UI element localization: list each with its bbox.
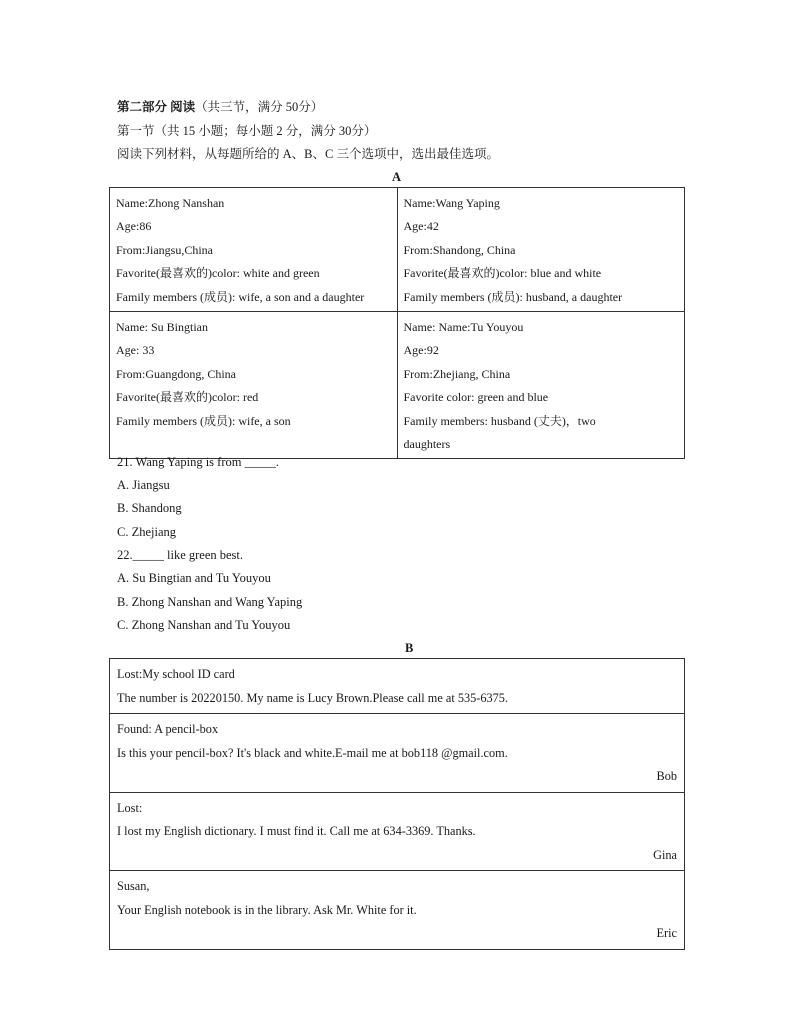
passage-b-notices — [109, 658, 685, 950]
notice-found-pencil-box — [110, 714, 684, 793]
profile-cell — [110, 188, 398, 312]
notice-signature: Gina — [653, 847, 677, 862]
cell-line: Favorite(最喜欢的)color: red — [116, 390, 259, 405]
profile-cell — [397, 188, 685, 312]
cell-line: Favorite(最喜欢的)color: blue and white — [403, 266, 602, 281]
cell-line: Family members: husband (丈夫)，two — [403, 413, 596, 428]
question-option: B. Shandong — [117, 501, 182, 515]
instruction: 阅读下列材料，从每题所给的 A、B、C 三个选项中，选出最佳选项。 — [117, 147, 499, 161]
notice-signature: Eric — [656, 926, 677, 940]
notice-lost-id-card — [110, 659, 684, 714]
notice-line: The number is 20220150. My name is Lucy Brown.Please call me at 535-6375. — [117, 690, 509, 705]
table-row — [110, 188, 685, 312]
cell-line: From:Guangdong, China — [116, 366, 236, 381]
cell-line: Age: 33 — [116, 343, 155, 358]
passage-a-label: A — [392, 170, 402, 184]
notice-line: Lost:My school ID card — [117, 667, 235, 681]
notice-lost-dictionary — [110, 793, 684, 872]
cell-line: From:Shandong, China — [403, 242, 516, 257]
notice-line: Found: A pencil-box — [117, 722, 219, 736]
cell-line: Family members (成员): wife, a son — [116, 413, 291, 428]
cell-line: Favorite color: green and blue — [403, 390, 549, 405]
profile-cell — [110, 312, 398, 459]
notice-line: Your English notebook is in the library. Ask Mr. White for it. — [117, 902, 417, 917]
cell-line: Name: Name:Tu Youyou — [403, 320, 524, 335]
cell-line: Name:Wang Yaping — [403, 196, 500, 210]
passage-a-table — [109, 187, 685, 459]
notice-signature: Bob — [656, 769, 677, 783]
section-title: 第一节（共 15 小题；每小题 2 分，满分 30分） — [117, 124, 377, 138]
notice-line: Is this your pencil-box? It's black and white.E-mail me at bob118 @gmail.com. — [117, 745, 508, 760]
table-row — [110, 312, 685, 459]
part-heading — [117, 99, 323, 115]
question-stem: 22._____ like green best. — [117, 548, 244, 562]
question-option: A. Jiangsu — [117, 478, 170, 492]
cell-line: Name:Zhong Nanshan — [116, 196, 225, 210]
question-option: B. Zhong Nanshan and Wang Yaping — [117, 595, 303, 609]
cell-line: Age:92 — [403, 343, 439, 358]
cell-line: Name: Su Bingtian — [116, 320, 208, 335]
profile-cell — [397, 312, 685, 459]
cell-line: Age:86 — [116, 219, 152, 234]
notice-line: I lost my English dictionary. I must find it. Call me at 634-3369. Thanks. — [117, 824, 476, 838]
cell-line: Favorite(最喜欢的)color: white and green — [116, 266, 320, 281]
cell-line: Age:42 — [403, 219, 439, 234]
question-option: C. Zhejiang — [117, 525, 177, 539]
part-title: 第二部分 阅读 — [117, 100, 196, 114]
passage-b-label: B — [405, 641, 414, 655]
cell-line: From:Jiangsu,China — [116, 242, 214, 257]
part-note: （共三节，满分 50分） — [195, 100, 324, 114]
cell-line: daughters — [403, 437, 451, 452]
notice-notebook — [110, 871, 684, 949]
question-option: C. Zhong Nanshan and Tu Youyou — [117, 618, 291, 632]
cell-line: Family members (成员): wife, a son and a daughter — [116, 289, 365, 304]
question-stem: 21. Wang Yaping is from _____. — [117, 455, 279, 469]
question-option: A. Su Bingtian and Tu Youyou — [117, 571, 271, 585]
cell-line: From:Zhejiang, China — [403, 366, 511, 381]
notice-line: Lost: — [117, 800, 143, 815]
cell-line: Family members (成员): husband, a daughter — [403, 289, 623, 304]
notice-line: Susan, — [117, 879, 150, 893]
